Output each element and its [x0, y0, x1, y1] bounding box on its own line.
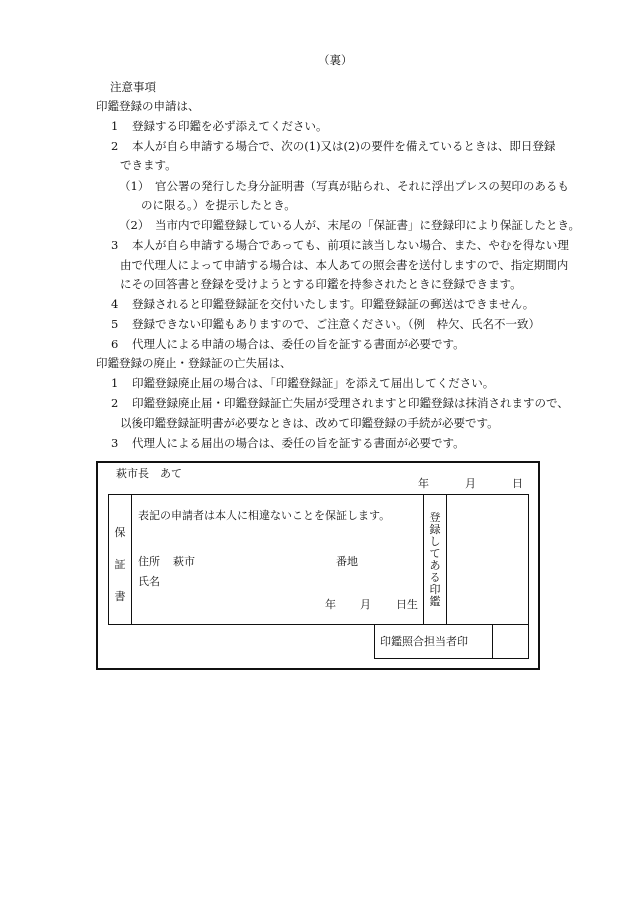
- item-number: 1: [111, 376, 119, 390]
- form-inner-bottom-line: [108, 624, 528, 625]
- checker-cell-bottom-line: [374, 658, 529, 659]
- item-text: 本人が自ら申請する場合であっても、前項に該当しない場合、また、やむを得ない理: [132, 238, 569, 252]
- item-text: 代理人による申請の場合は、委任の旨を証する書面が必要です。: [132, 337, 465, 351]
- item-text: 官公署の発行した身分証明書（写真が貼られ、それに浮出プレスの契印のあるも: [155, 179, 569, 193]
- item-text: 印鑑登録廃止届の場合は、「印鑑登録証」を添えて届出してください。: [132, 376, 495, 390]
- birth-day-label: 日生: [396, 598, 418, 611]
- item-text: 代理人による届出の場合は、委任の旨を証する書面が必要です。: [132, 436, 465, 450]
- checker-cell-divider: [492, 624, 493, 658]
- item-number: 6: [111, 337, 119, 351]
- item-number: 1: [111, 119, 119, 133]
- section1-heading: 印鑑登録の申請は、: [96, 99, 200, 113]
- form-inner-top-line: [108, 494, 528, 495]
- address-city: 萩市: [173, 555, 195, 568]
- item-text: 登録できない印鑑もありますので、ご注意ください。（例 枠欠、氏名不一致）: [132, 317, 541, 331]
- item-number: 3: [111, 436, 119, 450]
- form-inner-right-line: [528, 494, 529, 658]
- address-label: 住所: [138, 555, 160, 568]
- notes-title: 注意事項: [110, 80, 156, 94]
- item-text: 印鑑登録廃止届・印鑑登録証亡失届が受理されますと印鑑登録は抹消されますので、: [132, 396, 569, 410]
- checker-cell-left-line: [374, 624, 375, 658]
- item-text: 以後印鑑登録証明書が必要なときは、改めて印鑑登録の手続が必要です。: [120, 416, 499, 430]
- item-text: できます。: [120, 158, 177, 172]
- item-text: にその回答書と登録を受けようとする印鑑を持参されたときに登録できます。: [120, 277, 522, 291]
- item-number: 5: [111, 317, 119, 331]
- item-text: 由で代理人によって申請する場合は、本人あての照会書を送付しますので、指定期間内: [120, 258, 569, 272]
- item-number: 4: [111, 297, 119, 311]
- side-label: （裏）: [318, 53, 353, 67]
- address-banchi: 番地: [336, 555, 358, 568]
- item-number: 2: [111, 396, 119, 410]
- guarantee-form: [96, 461, 540, 670]
- date-year-label: 年: [418, 477, 429, 490]
- form-inner-left-line: [108, 494, 109, 624]
- form-label-divider: [131, 494, 132, 624]
- guarantee-side-label: 保証書: [114, 526, 126, 603]
- date-month-label: 月: [465, 477, 476, 490]
- form-seal-divider: [423, 494, 424, 624]
- guarantee-statement: 表記の申請者は本人に相違ないことを保証します。: [138, 509, 391, 522]
- item-number: （1）: [119, 179, 150, 193]
- birth-year-label: 年: [325, 598, 336, 611]
- date-day-label: 日: [512, 477, 523, 490]
- item-text: のに限る。）を提示したとき。: [141, 198, 296, 212]
- addressee: 萩市長 あて: [116, 467, 182, 480]
- item-text: 当市内で印鑑登録している人が、末尾の「保証書」に登録印により保証したとき。: [155, 218, 581, 232]
- form-seal-label-divider: [446, 494, 447, 624]
- name-label: 氏名: [138, 575, 160, 588]
- registered-seal-label: 登録してある印鑑: [429, 511, 441, 608]
- item-text: 登録されると印鑑登録証を交付いたします。印鑑登録証の郵送はできません。: [132, 297, 535, 311]
- item-number: 2: [111, 139, 119, 153]
- item-number: 3: [111, 238, 119, 252]
- item-text: 本人が自ら申請する場合で、次の(1)又は(2)の要件を備えているときは、即日登録: [132, 139, 556, 153]
- item-number: （2）: [119, 218, 150, 232]
- section2-heading: 印鑑登録の廃止・登録証の亡失届は、: [96, 356, 292, 370]
- item-text: 登録する印鑑を必ず添えてください。: [132, 119, 328, 133]
- birth-month-label: 月: [360, 598, 371, 611]
- checker-seal-label: 印鑑照合担当者印: [380, 635, 468, 648]
